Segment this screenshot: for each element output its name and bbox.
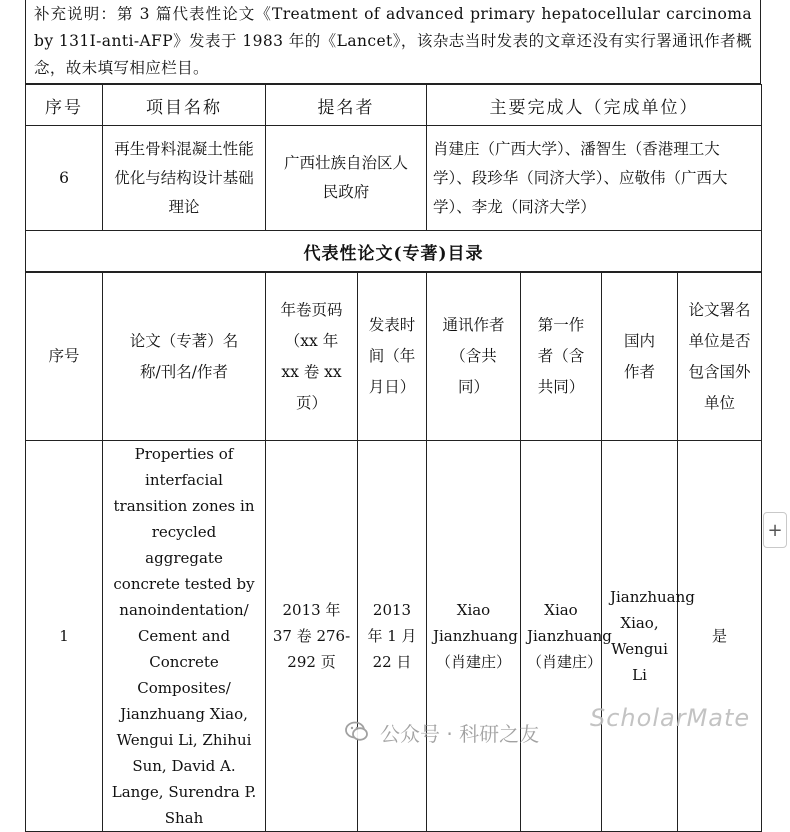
project-completers: 肖建庄（广西大学）、潘智生（香港理工大学）、段珍华（同济大学）、应敬伟（广西大学）、李龙（同济大学）	[427, 126, 762, 231]
wechat-icon	[344, 719, 370, 745]
section-title: 代表性论文(专著)目录	[26, 231, 762, 272]
project-no: 6	[26, 126, 103, 231]
col-first: 第一作者（含共同）	[521, 273, 602, 441]
paper-title: Properties of interfacial transition zones in recycled aggregate concrete tested by nanoindentation/ Cement and Concrete Composites/ Jianzhuang Xiao, Wengui Li, Zhihui Sun, David A. Lange, Surendra P. Shah	[103, 441, 266, 832]
header-project-name: 项目名称	[103, 85, 266, 126]
paper-vol: 2013 年 37 卷 276-292 页	[266, 441, 358, 832]
col-no: 序号	[26, 273, 103, 441]
watermark-brand: ScholarMate	[590, 704, 751, 732]
supplementary-note: 补充说明：第 3 篇代表性论文《Treatment of advanced primary hepatocellular carcinoma by 131I-anti-AFP》发表于 1983 年的《Lancet》，该杂志当时发表的文章还没有实行署通讯作者概念，故未填写相应栏目。	[25, 0, 761, 84]
col-vol: 年卷页码（xx 年 xx 卷 xx 页）	[266, 273, 358, 441]
project-table	[25, 84, 762, 272]
paper-date: 2013 年 1 月 22 日	[358, 441, 427, 832]
col-date: 发表时间（年月日）	[358, 273, 427, 441]
project-header-row	[26, 85, 762, 126]
papers-header-row	[26, 273, 762, 441]
watermark	[344, 712, 539, 752]
col-domestic: 国内作者	[602, 273, 678, 441]
table-row	[26, 441, 762, 832]
paper-first: Xiao Jianzhuang（肖建庄）	[521, 441, 602, 832]
paper-domestic: Jianzhuang Xiao, Wengui Li	[602, 441, 678, 832]
project-nominator: 广西壮族自治区人民政府	[266, 126, 427, 231]
header-nominator: 提名者	[266, 85, 427, 126]
paper-corr: Xiao Jianzhuang（肖建庄）	[427, 441, 521, 832]
paper-foreign: 是	[678, 441, 762, 832]
col-corr: 通讯作者（含共同）	[427, 273, 521, 441]
paper-no: 1	[26, 441, 103, 832]
watermark-text: 公众号 · 科研之友	[380, 721, 540, 746]
col-foreign: 论文署名单位是否包含国外单位	[678, 273, 762, 441]
project-name: 再生骨料混凝土性能优化与结构设计基础理论	[103, 126, 266, 231]
project-row	[26, 126, 762, 231]
header-no: 序号	[26, 85, 103, 126]
expand-button[interactable]: +	[763, 512, 787, 548]
col-title: 论文（专著）名称/刊名/作者	[103, 273, 266, 441]
header-completers: 主要完成人（完成单位）	[427, 85, 762, 126]
